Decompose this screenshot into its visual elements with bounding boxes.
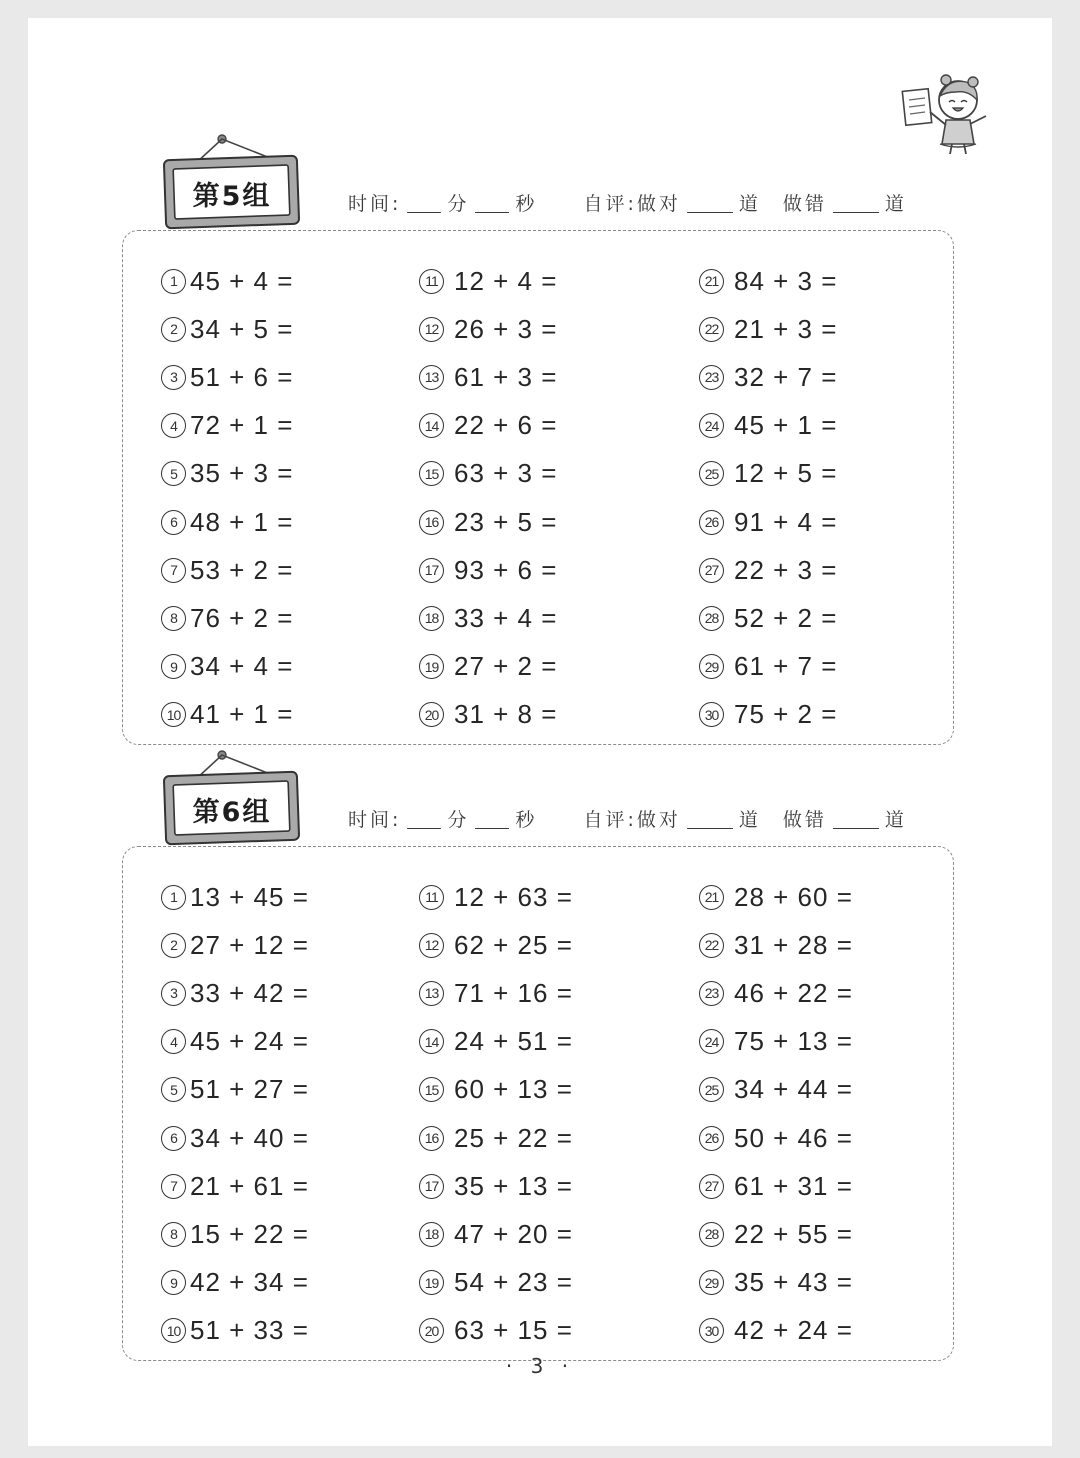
problem-expression: 34 + 5 = (190, 313, 294, 344)
problem-expression: 71 + 16 = (454, 977, 573, 1008)
problem-item (419, 1259, 573, 1307)
problem-expression: 33 + 4 = (454, 602, 558, 633)
problem-item (419, 921, 573, 969)
problem-expression: 12 + 5 = (734, 458, 838, 489)
problem-number-badge: 5 (161, 461, 186, 486)
problem-item (699, 402, 837, 450)
problem-expression: 75 + 2 = (734, 699, 838, 730)
problem-expression: 45 + 4 = (190, 265, 294, 296)
problem-number-badge: 17 (419, 1174, 444, 1199)
problem-number-badge: 28 (699, 1222, 724, 1247)
problem-item (699, 691, 837, 739)
problem-item (419, 1307, 573, 1355)
problem-number-badge: 11 (419, 269, 444, 294)
problem-item (419, 1210, 573, 1258)
problem-number-badge: 16 (419, 1126, 444, 1151)
problem-expression: 33 + 42 = (190, 977, 309, 1008)
problem-number-badge: 18 (419, 1222, 444, 1247)
problem-number-badge: 6 (161, 1126, 186, 1151)
problem-item (161, 1162, 309, 1210)
problem-number-badge: 4 (161, 413, 186, 438)
problem-number-badge: 1 (161, 885, 186, 910)
wrong-count-input[interactable] (833, 809, 879, 829)
problem-number-badge: 15 (419, 461, 444, 486)
problem-number-badge: 2 (161, 933, 186, 958)
problem-item (419, 498, 557, 546)
problem-expression: 23 + 5 = (454, 506, 558, 537)
problem-item (699, 450, 837, 498)
problem-expression: 32 + 7 = (734, 361, 838, 392)
problem-expression: 27 + 12 = (190, 929, 309, 960)
second-label: 秒 (515, 193, 538, 215)
wrong-count-input[interactable] (833, 193, 879, 213)
problem-item (161, 1114, 309, 1162)
problem-number-badge: 3 (161, 981, 186, 1006)
problem-expression: 41 + 1 = (190, 699, 294, 730)
problem-item (419, 1162, 573, 1210)
problem-expression: 21 + 3 = (734, 313, 838, 344)
problem-expression: 84 + 3 = (734, 265, 838, 296)
problem-expression: 24 + 51 = (454, 1026, 573, 1057)
problem-number-badge: 7 (161, 1174, 186, 1199)
problem-expression: 13 + 45 = (190, 881, 309, 912)
second-label: 秒 (515, 809, 538, 831)
problem-item (161, 1018, 309, 1066)
problem-expression: 63 + 3 = (454, 458, 558, 489)
problem-item (161, 873, 309, 921)
problem-number-badge: 27 (699, 1174, 724, 1199)
problem-number-badge: 25 (699, 1077, 724, 1102)
wrong-label: 做错 (782, 809, 827, 831)
problem-number-badge: 16 (419, 510, 444, 535)
problem-item (699, 873, 853, 921)
problem-expression: 47 + 20 = (454, 1218, 573, 1249)
problem-column (161, 257, 293, 739)
problem-item (419, 873, 573, 921)
problem-number-badge: 15 (419, 1077, 444, 1102)
wrong-unit-label: 道 (884, 193, 907, 215)
problem-expression: 26 + 3 = (454, 313, 558, 344)
minutes-input[interactable] (407, 193, 441, 213)
problem-item (161, 1307, 309, 1355)
problem-expression: 34 + 40 = (190, 1122, 309, 1153)
problem-item (699, 1066, 853, 1114)
problem-expression: 34 + 44 = (734, 1074, 853, 1105)
problem-number-badge: 29 (699, 654, 724, 679)
problem-expression: 51 + 27 = (190, 1074, 309, 1105)
problem-expression: 61 + 3 = (454, 361, 558, 392)
group-title: 第5组 (192, 180, 272, 212)
problem-item (419, 1018, 573, 1066)
problem-number-badge: 19 (419, 654, 444, 679)
problem-column (419, 257, 557, 739)
problem-item (161, 353, 293, 401)
problem-item (699, 498, 837, 546)
wrong-unit-label: 道 (884, 809, 907, 831)
problem-expression: 12 + 63 = (454, 881, 573, 912)
problem-item (161, 257, 293, 305)
group-title: 第6组 (192, 796, 272, 828)
problem-number-badge: 9 (161, 654, 186, 679)
problem-number-badge: 19 (419, 1270, 444, 1295)
problem-expression: 50 + 46 = (734, 1122, 853, 1153)
problem-expression: 75 + 13 = (734, 1026, 853, 1057)
problem-item (161, 594, 293, 642)
problem-expression: 46 + 22 = (734, 977, 853, 1008)
problem-number-badge: 29 (699, 1270, 724, 1295)
problem-number-badge: 23 (699, 365, 724, 390)
problem-number-badge: 13 (419, 365, 444, 390)
problem-expression: 15 + 22 = (190, 1218, 309, 1249)
problem-item (161, 921, 309, 969)
problem-item (161, 969, 309, 1017)
problem-item (699, 305, 837, 353)
problem-expression: 60 + 13 = (454, 1074, 573, 1105)
group-title-frame (160, 130, 305, 240)
problem-expression: 62 + 25 = (454, 929, 573, 960)
problem-expression: 35 + 13 = (454, 1170, 573, 1201)
group-title-frame (160, 746, 305, 856)
problem-item (419, 450, 557, 498)
correct-unit-label: 道 (738, 193, 761, 215)
problem-expression: 61 + 31 = (734, 1170, 853, 1201)
problem-number-badge: 2 (161, 317, 186, 342)
problem-expression: 35 + 3 = (190, 458, 294, 489)
group-6-section (28, 746, 1052, 1346)
problem-column (161, 873, 309, 1355)
problem-item (699, 594, 837, 642)
problem-item (419, 643, 557, 691)
problem-item (419, 305, 557, 353)
minutes-input[interactable] (407, 809, 441, 829)
worksheet-page (28, 18, 1052, 1446)
problem-item (161, 643, 293, 691)
problem-number-badge: 30 (699, 1318, 724, 1343)
problem-expression: 42 + 34 = (190, 1267, 309, 1298)
minute-label: 分 (447, 809, 470, 831)
problem-item (699, 1018, 853, 1066)
problem-item (161, 1210, 309, 1258)
problem-item (419, 402, 557, 450)
wrong-label: 做错 (782, 193, 827, 215)
problem-number-badge: 11 (419, 885, 444, 910)
problem-item (699, 969, 853, 1017)
problem-expression: 48 + 1 = (190, 506, 294, 537)
problem-number-badge: 6 (161, 510, 186, 535)
score-record-line (348, 802, 907, 832)
problem-expression: 53 + 2 = (190, 554, 294, 585)
time-label: 时间: (348, 809, 402, 831)
problem-column (699, 873, 853, 1355)
problem-column (699, 257, 837, 739)
problem-number-badge: 1 (161, 269, 186, 294)
problem-expression: 22 + 3 = (734, 554, 838, 585)
problem-item (699, 257, 837, 305)
problem-number-badge: 22 (699, 933, 724, 958)
problem-expression: 91 + 4 = (734, 506, 838, 537)
problem-item (161, 402, 293, 450)
problem-item (161, 546, 293, 594)
problem-expression: 31 + 28 = (734, 929, 853, 960)
problem-number-badge: 28 (699, 606, 724, 631)
problem-expression: 22 + 55 = (734, 1218, 853, 1249)
group-5-section (28, 130, 1052, 730)
problem-number-badge: 26 (699, 510, 724, 535)
problem-expression: 22 + 6 = (454, 410, 558, 441)
problem-item (419, 594, 557, 642)
problem-item (419, 546, 557, 594)
problem-item (699, 1210, 853, 1258)
problem-number-badge: 8 (161, 606, 186, 631)
problem-item (161, 1259, 309, 1307)
seconds-input[interactable] (475, 193, 509, 213)
problem-number-badge: 21 (699, 269, 724, 294)
problem-item (161, 1066, 309, 1114)
seconds-input[interactable] (475, 809, 509, 829)
problem-item (699, 1307, 853, 1355)
page-number: · 3 · (505, 1354, 575, 1378)
problem-expression: 72 + 1 = (190, 410, 294, 441)
problem-item (161, 498, 293, 546)
problem-item (699, 1114, 853, 1162)
problem-column (419, 873, 573, 1355)
problem-item (699, 643, 837, 691)
problem-number-badge: 9 (161, 1270, 186, 1295)
problem-expression: 34 + 4 = (190, 651, 294, 682)
problem-expression: 42 + 24 = (734, 1315, 853, 1346)
problem-expression: 45 + 24 = (190, 1026, 309, 1057)
problem-expression: 51 + 6 = (190, 361, 294, 392)
self-eval-correct-label: 自评:做对 (583, 193, 681, 215)
problem-number-badge: 20 (419, 1318, 444, 1343)
problem-number-badge: 3 (161, 365, 186, 390)
problem-expression: 61 + 7 = (734, 651, 838, 682)
problem-number-badge: 24 (699, 413, 724, 438)
problem-number-badge: 4 (161, 1029, 186, 1054)
problem-number-badge: 7 (161, 558, 186, 583)
problem-item (161, 305, 293, 353)
problem-number-badge: 14 (419, 413, 444, 438)
problem-expression: 12 + 4 = (454, 265, 558, 296)
problem-item (419, 691, 557, 739)
problem-item (419, 257, 557, 305)
problem-number-badge: 17 (419, 558, 444, 583)
problem-number-badge: 23 (699, 981, 724, 1006)
problem-expression: 25 + 22 = (454, 1122, 573, 1153)
problem-item (161, 691, 293, 739)
problem-number-badge: 24 (699, 1029, 724, 1054)
time-label: 时间: (348, 193, 402, 215)
problem-number-badge: 26 (699, 1126, 724, 1151)
problem-item (699, 1162, 853, 1210)
correct-unit-label: 道 (738, 809, 761, 831)
self-eval-correct-label: 自评:做对 (583, 809, 681, 831)
problem-expression: 54 + 23 = (454, 1267, 573, 1298)
correct-count-input[interactable] (687, 809, 733, 829)
problem-item (699, 546, 837, 594)
problem-number-badge: 25 (699, 461, 724, 486)
problem-item (699, 921, 853, 969)
problem-item (419, 1114, 573, 1162)
problem-number-badge: 27 (699, 558, 724, 583)
problem-expression: 31 + 8 = (454, 699, 558, 730)
score-record-line (348, 186, 907, 216)
problem-expression: 76 + 2 = (190, 602, 294, 633)
problem-expression: 28 + 60 = (734, 881, 853, 912)
problem-number-badge: 12 (419, 933, 444, 958)
problem-expression: 45 + 1 = (734, 410, 838, 441)
problem-item (419, 969, 573, 1017)
minute-label: 分 (447, 193, 470, 215)
problem-item (699, 353, 837, 401)
problem-number-badge: 21 (699, 885, 724, 910)
problem-number-badge: 20 (419, 702, 444, 727)
problem-number-badge: 8 (161, 1222, 186, 1247)
problem-number-badge: 14 (419, 1029, 444, 1054)
problem-number-badge: 10 (161, 702, 186, 727)
problems-box (122, 230, 954, 745)
problem-number-badge: 5 (161, 1077, 186, 1102)
problem-number-badge: 22 (699, 317, 724, 342)
problem-number-badge: 10 (161, 1318, 186, 1343)
correct-count-input[interactable] (687, 193, 733, 213)
problem-expression: 27 + 2 = (454, 651, 558, 682)
problem-expression: 51 + 33 = (190, 1315, 309, 1346)
problem-number-badge: 12 (419, 317, 444, 342)
problem-number-badge: 18 (419, 606, 444, 631)
problem-item (699, 1259, 853, 1307)
problem-expression: 93 + 6 = (454, 554, 558, 585)
problem-number-badge: 30 (699, 702, 724, 727)
problem-item (419, 1066, 573, 1114)
problem-number-badge: 13 (419, 981, 444, 1006)
problem-expression: 35 + 43 = (734, 1267, 853, 1298)
problem-expression: 52 + 2 = (734, 602, 838, 633)
problem-item (161, 450, 293, 498)
problem-item (419, 353, 557, 401)
problem-expression: 63 + 15 = (454, 1315, 573, 1346)
problems-box (122, 846, 954, 1361)
problem-expression: 21 + 61 = (190, 1170, 309, 1201)
